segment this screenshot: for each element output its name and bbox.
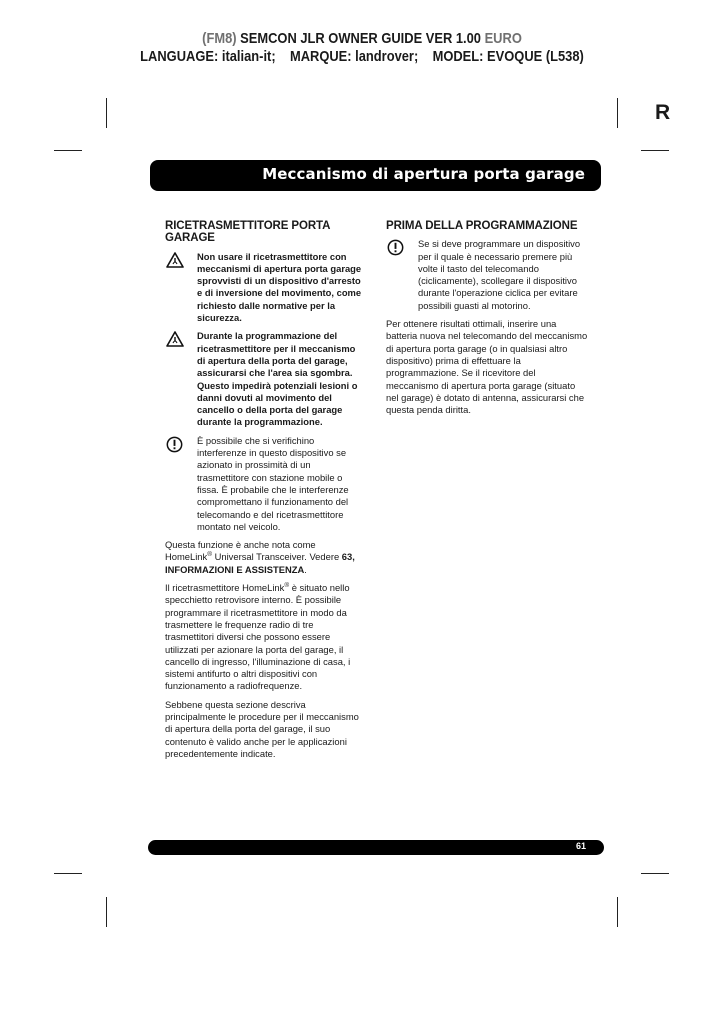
crop-mark bbox=[641, 150, 669, 151]
crop-mark bbox=[641, 873, 669, 874]
footer-bar bbox=[148, 840, 604, 855]
paragraph-battery: Per ottenere risultati ottimali, inserire una batteria nuova nel telecomando del meccanismo di apertura porta garage (o in qualsiasi altro dispositivo) prima di effettuare la programmazione. Se il ricevitore del meccanismo di apertura porta garage (situato nel garage) è dotato di antenna, assicurarsi che questa penda diritta. bbox=[386, 318, 588, 416]
header-suffix: EURO bbox=[484, 30, 522, 47]
para-text: Questa funzione è anche nota come HomeLink bbox=[165, 539, 316, 563]
warning-triangle-icon bbox=[166, 252, 184, 268]
paragraph-homelink-location bbox=[165, 582, 365, 693]
left-column bbox=[165, 220, 365, 766]
warning-note bbox=[165, 330, 365, 428]
crop-mark bbox=[54, 150, 82, 151]
para-text: Il ricetrasmettitore HomeLink bbox=[165, 582, 285, 594]
para-text: . bbox=[304, 563, 307, 575]
caution-text: È possibile che si verifichino interferenze in questo dispositivo se azionato in prossimità di un trasmettitore con stazione mobile o fissa. È probabile che le interferenze compromettano il funzionamento del telecomando e del ricetrasmettitore montato nel veicolo. bbox=[197, 434, 349, 532]
right-column bbox=[386, 220, 588, 422]
document-header-line2: LANGUAGE: italian-it; MARQUE: landrover; MODEL: EVOQUE (L538) bbox=[140, 48, 584, 65]
section-banner bbox=[150, 160, 601, 191]
warning-triangle-icon bbox=[166, 331, 184, 347]
warning-note bbox=[165, 251, 365, 325]
section-tab-letter: R bbox=[655, 101, 671, 124]
para-text: Universal Transceiver. Vedere bbox=[212, 551, 342, 563]
registered-mark: ® bbox=[284, 581, 290, 589]
header-main: SEMCON JLR OWNER GUIDE VER 1.00 bbox=[240, 30, 481, 47]
crop-mark bbox=[54, 873, 82, 874]
caution-note bbox=[386, 238, 588, 312]
crop-mark bbox=[617, 897, 618, 927]
crop-mark bbox=[106, 98, 107, 128]
document-header-line1 bbox=[51, 30, 674, 47]
registered-mark: ® bbox=[207, 551, 213, 559]
paragraph-scope: Sebbene questa sezione descriva principalmente le procedure per il meccanismo di apertura della porta del garage, il suo contenuto è valido anche per le applicazioni precedentemente indicate. bbox=[165, 698, 359, 759]
crop-mark bbox=[106, 897, 107, 927]
warning-text: Durante la programmazione del ricetrasmettitore per il meccanismo di apertura della porta del garage, assicurarsi che l'area sia sgombra. Questo impedirà potenziali lesioni o danni dovuti al movimento del cancello o della porta del garage durante la programmazione. bbox=[197, 330, 358, 428]
warning-text: Non usare il ricetrasmettitore con meccanismi di apertura porta garage sprovvisti di un dispositivo d'arresto e di inversione del movimento, come richiesto dalle normative per la sicurezza. bbox=[197, 250, 362, 324]
page-number: 61 bbox=[575, 841, 586, 851]
crop-mark bbox=[617, 98, 618, 128]
banner-title: Meccanismo di apertura porta garage bbox=[262, 165, 585, 183]
header-prefix: (FM8) bbox=[202, 30, 237, 47]
section-title-before-programming: PRIMA DELLA PROGRAMMAZIONE bbox=[386, 220, 578, 232]
caution-text: Se si deve programmare un dispositivo per il quale è necessario premere più volte il tasto del telecomando (ciclicamente), scollegare il dispositivo durante l'operazione ciclica per evitare possibili guasti al motorino. bbox=[418, 238, 581, 311]
caution-exclamation-icon bbox=[387, 239, 404, 256]
caution-note bbox=[165, 435, 365, 533]
cross-reference-link[interactable]: 63, INFORMAZIONI E ASSISTENZA bbox=[165, 551, 355, 575]
section-title-transceiver: RICETRASMETTITORE PORTA GARAGE bbox=[165, 220, 330, 245]
para-text: è situato nello specchietto retrovisore interno. È possibile programmare il ricetrasmettitore in modo da trasmettere le frequenze radio di tre trasmettitori diversi che possono essere utilizzati per azionare la porta del garage, il cancello di ingresso, l'illuminazione di casa, i sistemi antifurto o altri dispositivi con funzionamento a radiofrequenze. bbox=[165, 582, 351, 692]
paragraph-homelink-name bbox=[165, 539, 365, 576]
caution-exclamation-icon bbox=[166, 436, 183, 453]
